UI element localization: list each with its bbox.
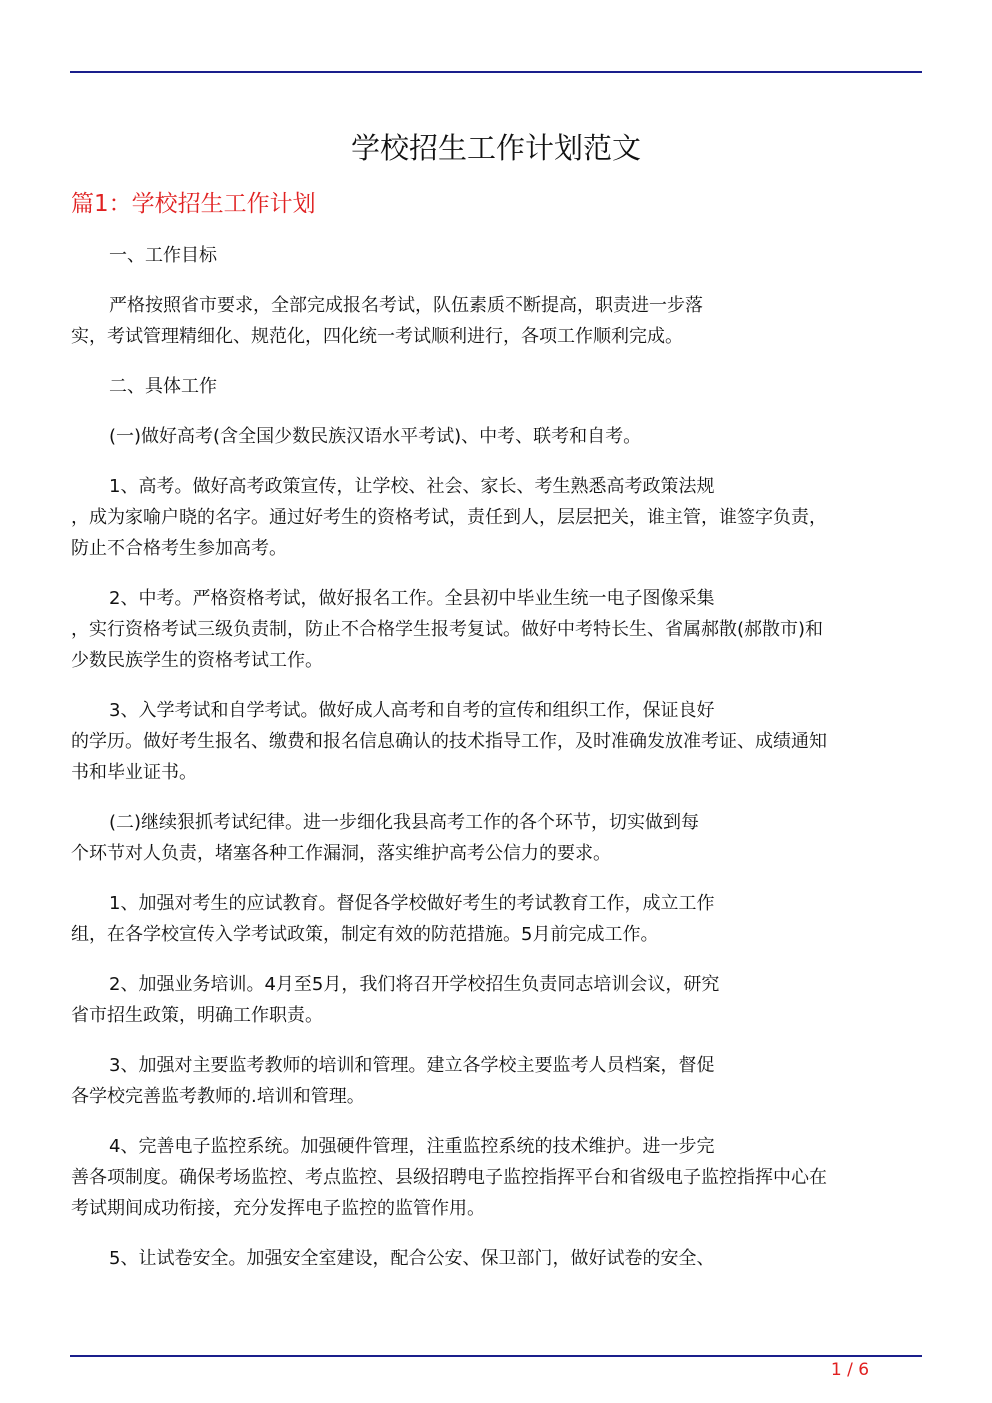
- paragraph-line: 省市招生政策，明确工作职责。: [71, 1005, 323, 1026]
- paragraph-line: 个环节对人负责，堵塞各种工作漏洞，落实维护高考公信力的要求。: [71, 843, 611, 864]
- paragraph-line: 严格按照省市要求，全部完成报名考试，队伍素质不断提高，职责进一步落: [109, 295, 703, 316]
- paragraph-line: 1、高考。做好高考政策宣传，让学校、社会、家长、考生熟悉高考政策法规: [109, 476, 715, 497]
- paragraph-line: 一、工作目标: [109, 245, 217, 266]
- document-title: 学校招生工作计划范文: [350, 131, 641, 165]
- header-rule: [70, 71, 922, 73]
- paragraph: [71, 290, 921, 352]
- page-number: 1 / 6: [830, 1360, 870, 1380]
- paragraph: [71, 888, 921, 950]
- paragraph: [71, 695, 921, 788]
- paragraph-line: 书和毕业证书。: [71, 762, 197, 783]
- paragraph-line: 的学历。做好考生报名、缴费和报名信息确认的技术指导工作，及时准确发放准考证、成绩通知: [71, 731, 827, 752]
- paragraph: [71, 1243, 921, 1274]
- document-body: [71, 240, 921, 1293]
- paragraph-line: 组，在各学校宣传入学考试政策，制定有效的防范措施。5月前完成工作。: [71, 924, 659, 945]
- footer-rule: [70, 1355, 922, 1357]
- paragraph-line: ，成为家喻户晓的名字。通过好考生的资格考试，责任到人，层层把关，谁主管，谁签字负责，: [71, 507, 827, 528]
- paragraph-line: 5、让试卷安全。加强安全室建设，配合公安、保卫部门，做好试卷的安全、: [109, 1248, 715, 1269]
- paragraph-line: 2、加强业务培训。4月至5月，我们将召开学校招生负责同志培训会议，研究: [109, 974, 720, 995]
- paragraph: [71, 421, 921, 452]
- paragraph-line: 3、入学考试和自学考试。做好成人高考和自考的宣传和组织工作，保证良好: [109, 700, 715, 721]
- paragraph-line: 3、加强对主要监考教师的培训和管理。建立各学校主要监考人员档案，督促: [109, 1055, 715, 1076]
- paragraph: [71, 240, 921, 271]
- section-heading: 篇1：学校招生工作计划: [71, 191, 316, 217]
- paragraph: [71, 969, 921, 1031]
- paragraph-line: 各学校完善监考教师的.培训和管理。: [71, 1086, 365, 1107]
- paragraph: [71, 371, 921, 402]
- paragraph-line: 二、具体工作: [109, 376, 217, 397]
- paragraph-line: 善各项制度。确保考场监控、考点监控、县级招聘电子监控指挥平台和省级电子监控指挥中心在: [71, 1167, 827, 1188]
- paragraph: [71, 583, 921, 676]
- paragraph-line: 考试期间成功衔接，充分发挥电子监控的监管作用。: [71, 1198, 485, 1219]
- paragraph-line: 少数民族学生的资格考试工作。: [71, 650, 323, 671]
- paragraph: [71, 1131, 921, 1224]
- paragraph: [71, 807, 921, 869]
- paragraph-line: 4、完善电子监控系统。加强硬件管理，注重监控系统的技术维护。进一步完: [109, 1136, 715, 1157]
- paragraph-line: 实，考试管理精细化、规范化，四化统一考试顺利进行，各项工作顺利完成。: [71, 326, 683, 347]
- paragraph-line: 2、中考。严格资格考试，做好报名工作。全县初中毕业生统一电子图像采集: [109, 588, 715, 609]
- paragraph-line: 1、加强对考生的应试教育。督促各学校做好考生的考试教育工作，成立工作: [109, 893, 715, 914]
- paragraph-line: 防止不合格考生参加高考。: [71, 538, 287, 559]
- paragraph: [71, 1050, 921, 1112]
- paragraph-line: ，实行资格考试三级负责制，防止不合格学生报考复试。做好中考特长生、省属郝散(郝散市)和: [71, 619, 824, 640]
- paragraph-line: (二)继续狠抓考试纪律。进一步细化我县高考工作的各个环节，切实做到每: [109, 812, 700, 833]
- paragraph: [71, 471, 921, 564]
- paragraph-line: (一)做好高考(含全国少数民族汉语水平考试)、中考、联考和自考。: [109, 426, 642, 447]
